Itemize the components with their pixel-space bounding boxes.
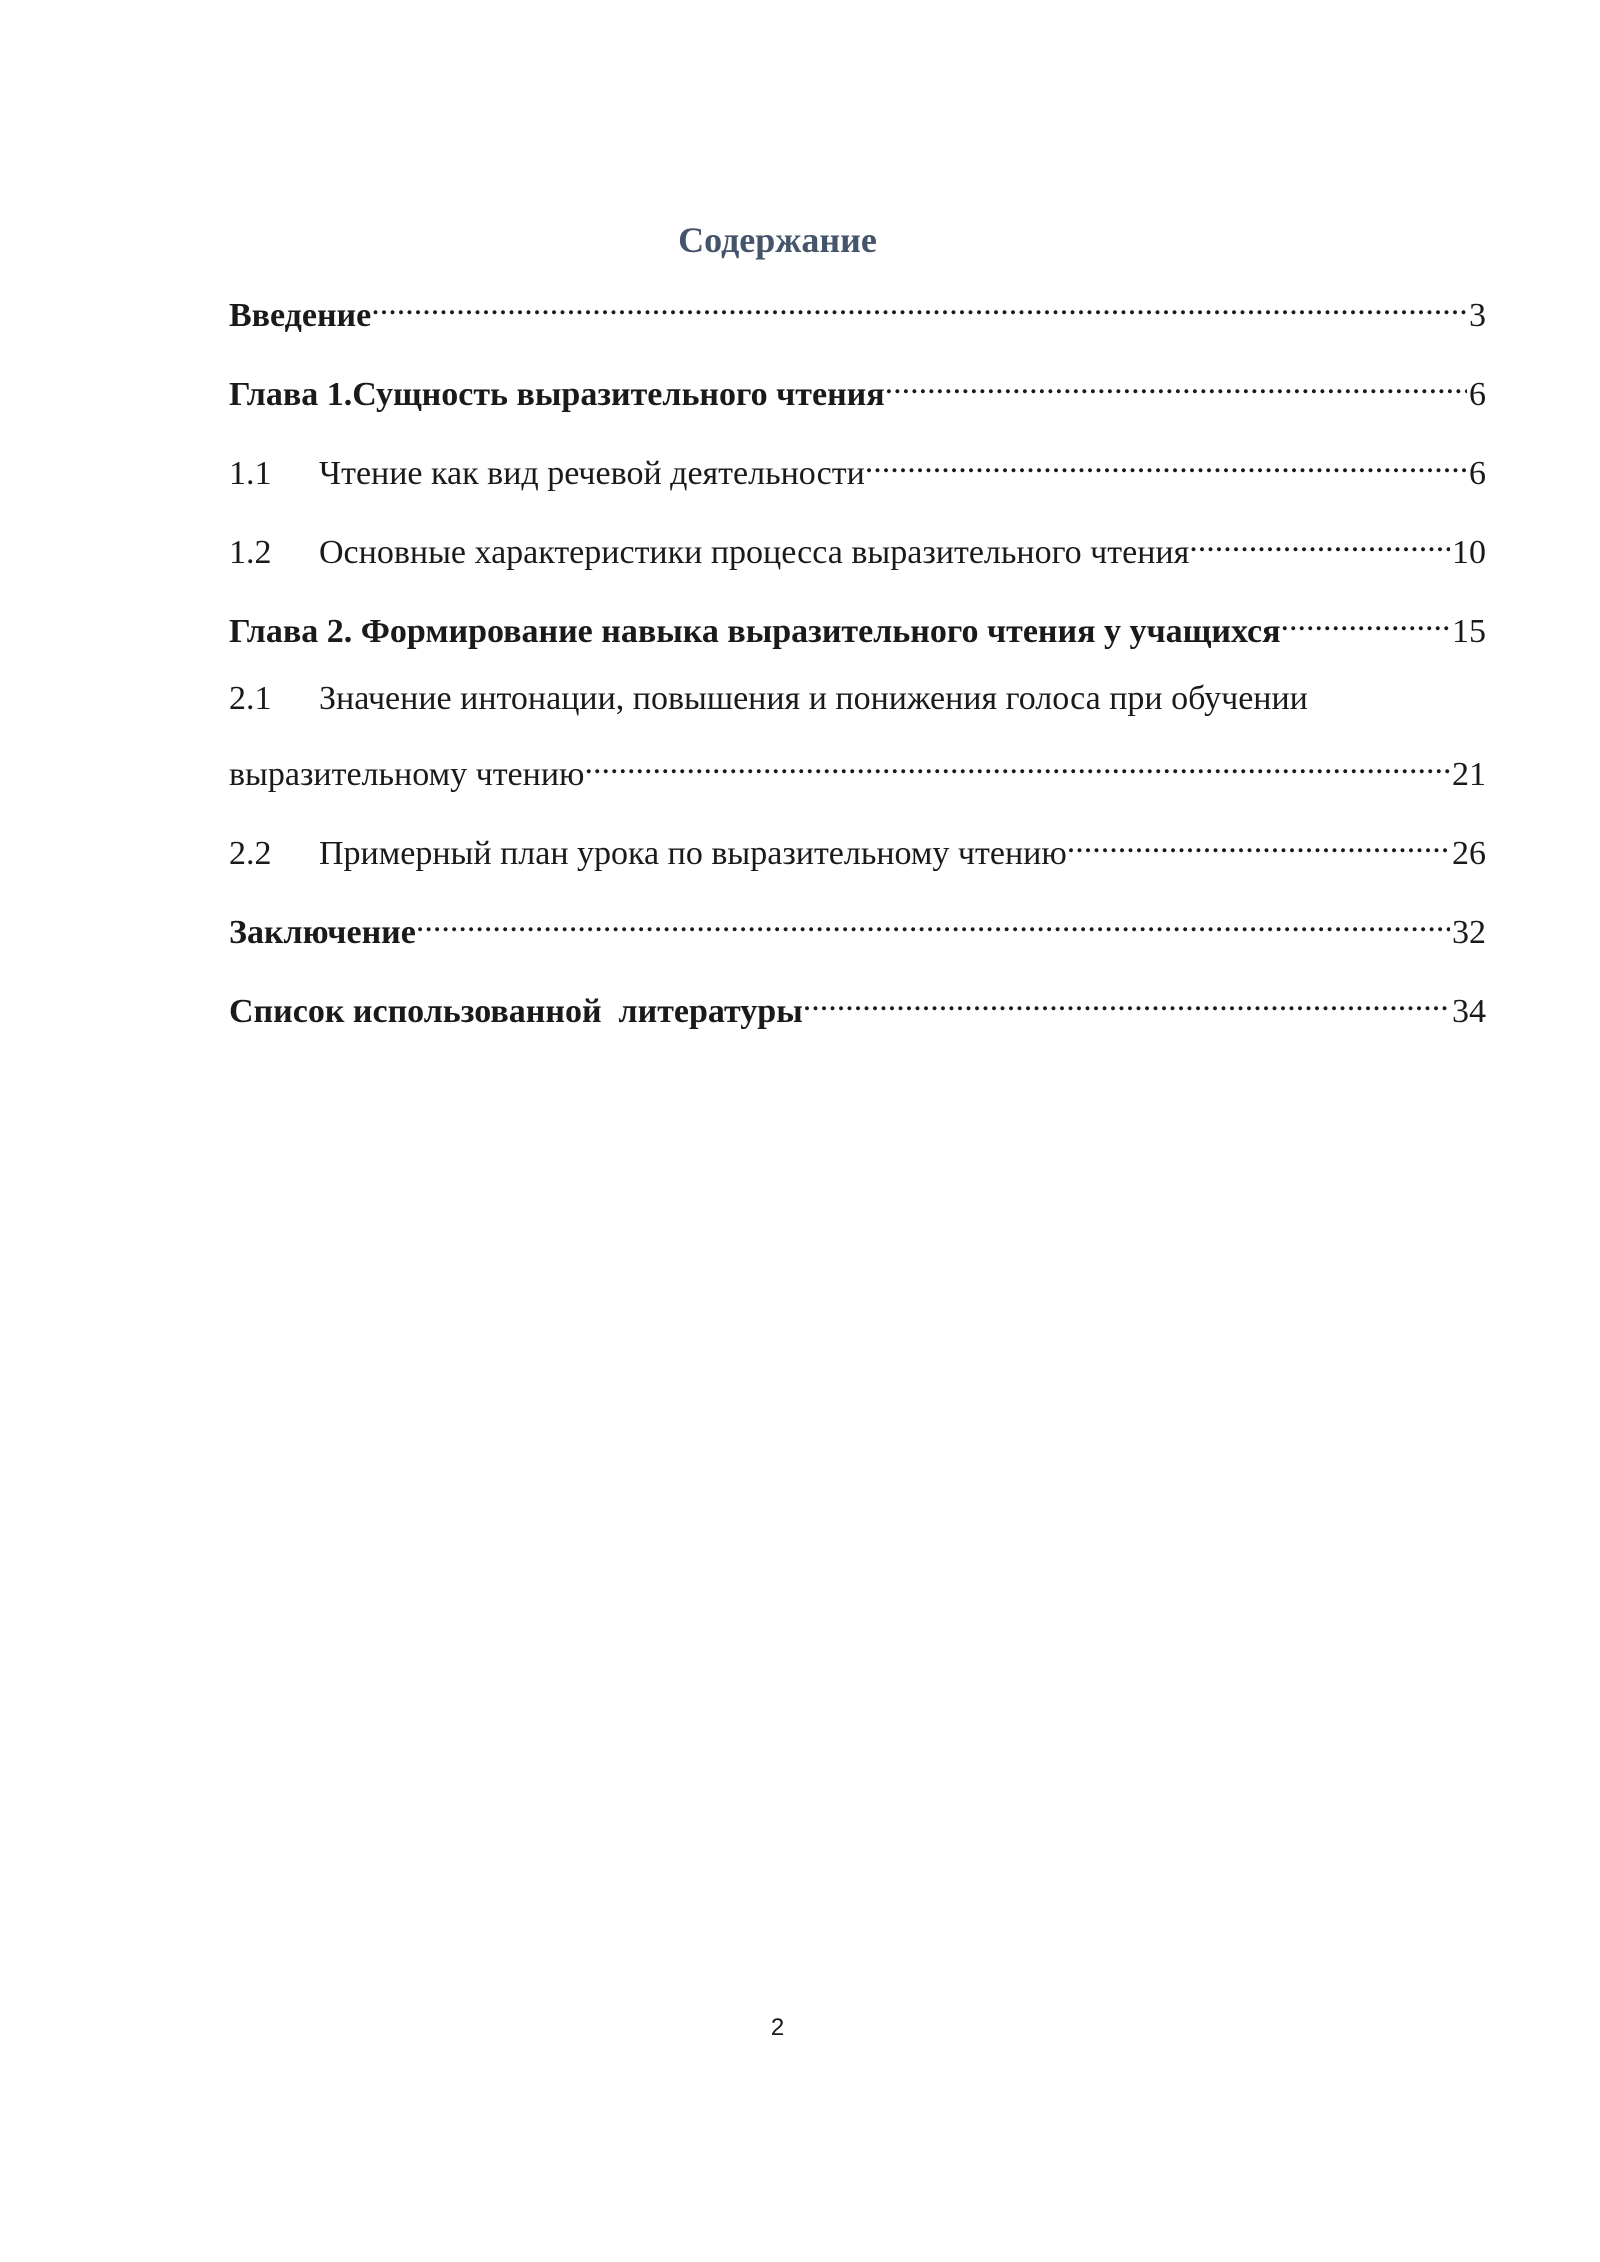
toc-entry-section-1-1[interactable] xyxy=(229,440,1486,492)
toc-dot-leader xyxy=(803,978,1450,1022)
toc-entry-section-2-1-continued[interactable] xyxy=(229,741,1486,793)
toc-dot-leader xyxy=(371,282,1467,326)
toc-entry-number: 2.2 xyxy=(229,835,272,872)
toc-dot-leader xyxy=(416,899,1450,943)
toc-entry-text: Заключение xyxy=(229,914,416,951)
toc-entry-page: 32 xyxy=(1452,914,1486,951)
toc-entry-text: Основные характеристики процесса выразительного чтения xyxy=(319,534,1190,571)
toc-entry-number: 1.1 xyxy=(229,455,272,492)
toc-dot-leader xyxy=(885,361,1467,405)
toc-dot-leader xyxy=(1280,598,1450,642)
toc-entry-number: 2.1 xyxy=(229,680,272,717)
toc-entry-text: Список использованной литературы xyxy=(229,993,803,1030)
toc-entry-number: 1.2 xyxy=(229,534,272,571)
toc-entry-section-2-1[interactable] xyxy=(229,677,1486,721)
toc-entry-introduction[interactable] xyxy=(229,282,1486,334)
toc-entry-page: 15 xyxy=(1452,613,1486,650)
toc-entry-chapter-2[interactable] xyxy=(229,598,1486,650)
toc-dot-leader xyxy=(1067,820,1450,864)
toc-entry-section-1-2[interactable] xyxy=(229,519,1486,571)
toc-entry-page: 21 xyxy=(1452,756,1486,793)
toc-entry-chapter-1[interactable] xyxy=(229,361,1486,413)
toc-entry-page: 6 xyxy=(1469,455,1486,492)
toc-entry-text: Чтение как вид речевой деятельности xyxy=(319,455,865,492)
table-of-contents xyxy=(229,282,1486,1057)
toc-dot-leader xyxy=(1189,519,1450,563)
toc-entry-text-continued: выразительному чтению xyxy=(229,756,585,793)
toc-dot-leader xyxy=(584,741,1450,785)
toc-entry-text: Значение интонации, повышения и понижения голоса при обучении xyxy=(319,680,1308,717)
toc-entry-page: 10 xyxy=(1452,534,1486,571)
toc-dot-leader xyxy=(865,440,1467,484)
toc-entry-page: 34 xyxy=(1452,993,1486,1030)
toc-entry-text: Примерный план урока по выразительному чтению xyxy=(319,835,1067,872)
toc-entry-conclusion[interactable] xyxy=(229,899,1486,951)
toc-title-text: Содержание xyxy=(678,220,877,260)
toc-entry-text: Введение xyxy=(229,297,372,334)
toc-entry-page: 26 xyxy=(1452,835,1486,872)
page-number: 2 xyxy=(770,2014,785,2041)
toc-entry-bibliography[interactable] xyxy=(229,978,1486,1030)
toc-entry-page: 6 xyxy=(1469,376,1486,413)
toc-entry-text: Глава 2. Формирование навыка выразительного чтения у учащихся xyxy=(229,613,1281,650)
toc-entry-text: Глава 1.Сущность выразительного чтения xyxy=(229,376,885,413)
toc-entry-section-2-2[interactable] xyxy=(229,820,1486,872)
toc-title xyxy=(0,218,1600,262)
toc-entry-page: 3 xyxy=(1469,297,1486,334)
